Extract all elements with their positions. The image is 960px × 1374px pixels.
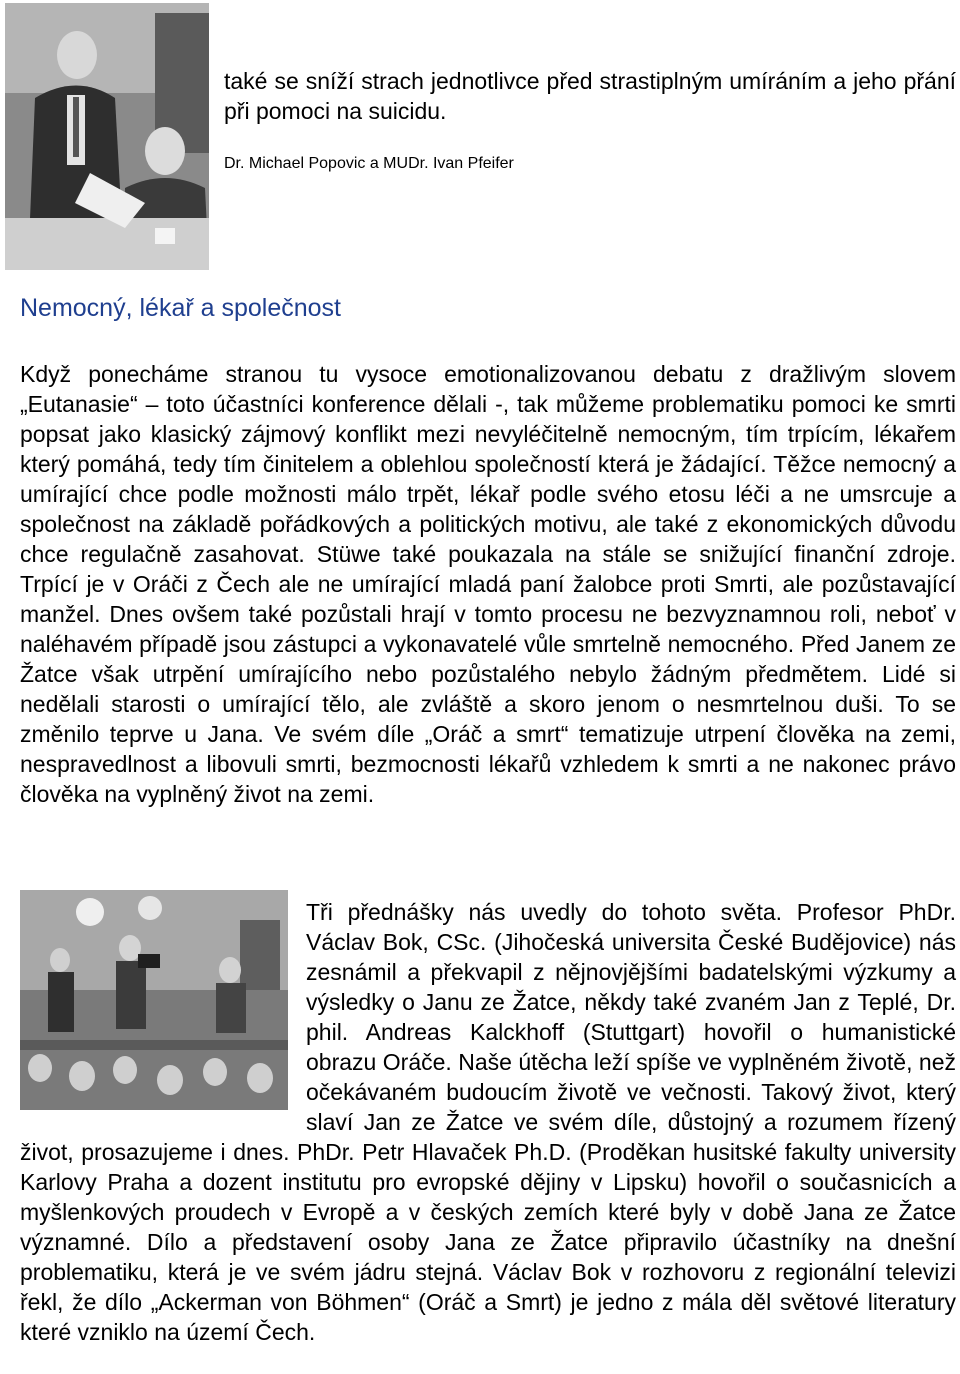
lower-text-block <box>20 897 956 1347</box>
section-heading: Nemocný, lékař a společnost <box>20 294 341 322</box>
speakers-photo <box>5 3 209 270</box>
intro-paragraph: také se sníží strach jednotlivce před strastiplným umíráním a jeho přání při pomoci na suicidu. <box>224 68 956 124</box>
article-paragraph: Když ponecháme stranou tu vysoce emotionalizovanou debatu z dražlivým slovem „Eutanasie“ – toto účastníci konference dělali -, tak můžeme problematiku pomoci ke smrti popsat jako klasický zájmový konflikt mezi nevyléčitelně nemocným, tím trpícím, lékařem který pomáhá, tedy tím činitelem a oblehlou společností která je žádající. Těžce nemocný a umírající chce podle možnosti málo trpět, lékař podle svého etosu léči a ne umsrcuje a společnost na základě pořádkových a politických motivu, ale také z ekonomických důvodu chce regulačně zasahovat. Stüwe také poukazala na stále se snižující finanční zdroje. Trpící je v Oráči z Čech ale ne umírající mladá paní žalobce proti Smrti, ale pozůstavající manžel. Dnes ovšem také pozůstali hrají v tomto procesu ne bezvyznamnou roli, neboť v naléhavém případě jsou zástupci a vykonavatelé vůle smrtelně nemocného. Před Janem ze Žatce však utrpění umírajícího nebo pozůstalého nebylo žádným předmětem. Lidé si nedělali starosti o umírající tělo, ale zvláště a skoro jenom o nesmrtelnou duši. To se změnilo teprve u Jana. Ve svém díle „Oráč a smrt“ tematizuje utrpení člověka na zemi, nespravedlnost a libovuli smrti, bezmocnosti lékařů vzhledem k smrti a ne nakonec právo člověka na vyplněný život na zemi. <box>20 361 956 807</box>
intro-text-block <box>224 66 956 126</box>
photo-wrap-spacer <box>20 897 306 1119</box>
photo-caption: Dr. Michael Popovic a MUDr. Ivan Pfeifer <box>224 155 514 172</box>
lower-paragraph: Tři přednášky nás uvedly do tohoto světa. Profesor PhDr. Václav Bok, CSc. (Jihočeská universita České Budějovice) nás zesnámil a překvapil z nějnovjějšími badatelskými výzkumy a výsledky o Janu ze Žatce, někdy také zvaném Jan z Teplé, Dr. phil. Andreas Kalckhoff (Stuttgart) hovořil o humanistické obrazu Oráče. Naše útěcha leží spíše ve vyplněném životě, než očekávaném budoucím životě ve večnosti. Takový život, který slaví Jan ze Žatce ve svém díle, důstojný a rozumem řízený život, prosazujeme i dnes. PhDr. Petr Hlavaček Ph.D. (Proděkan husitské fakulty university Karlovy Praha a dozent institutu pro evropské dějiny v Lipsku) hovořil o současnicích a myšlenkových proudech v Evropě a v českých zemích které byly v době Jana ze Žatce významné. Dílo a představení osoby Jana ze Žatce připravilo účastníky na dnešní problematiku, která je ve svém jádru stejná. Václav Bok v rozhovoru z regionální televizi řekl, že dílo „Ackerman von Böhmen“ (Oráč a Smrt) je jedno z mála děl světové literatury které vzniklo na území Čech. <box>20 899 956 1345</box>
article-body <box>20 359 956 809</box>
